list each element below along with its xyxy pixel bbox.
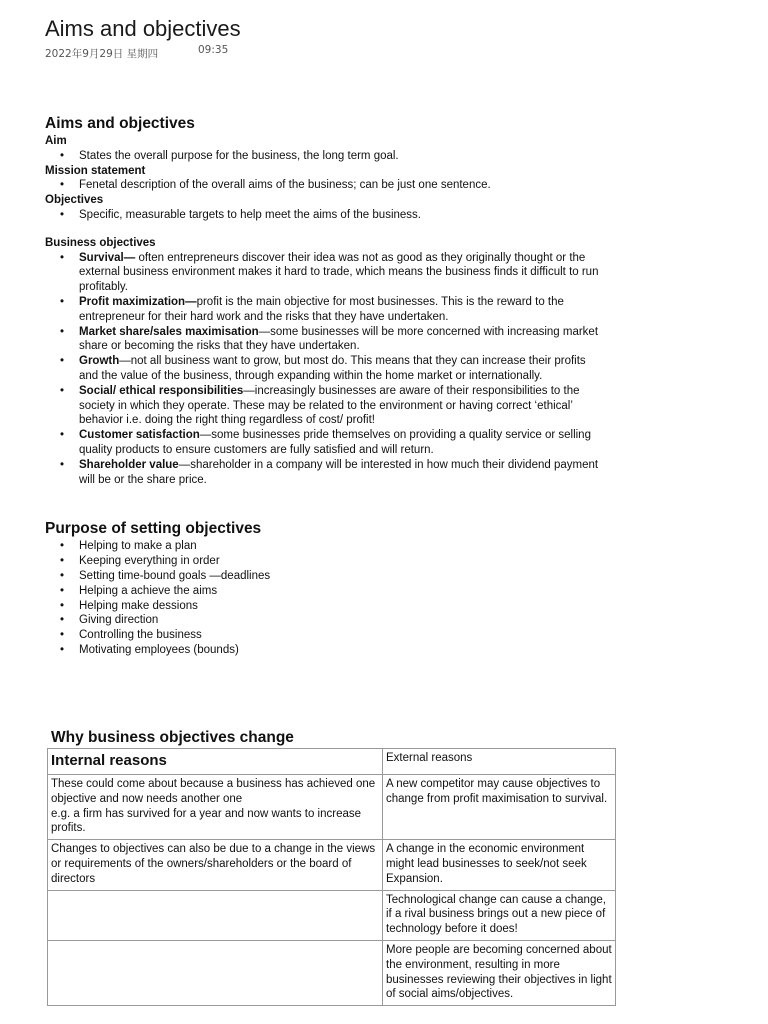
term-description: —some businesses pride themselves on providing a quality service or selling quality products to ensure customers are fully satisfied and will return. bbox=[79, 429, 591, 456]
cell-line: e.g. a firm has survived for a year and now wants to increase profits. bbox=[51, 807, 362, 835]
term: Survival— bbox=[79, 251, 136, 264]
term-description: —shareholder in a company will be interested in how much their dividend payment will be or the share price. bbox=[79, 458, 599, 486]
mission-list bbox=[45, 178, 605, 193]
external-cell[interactable] bbox=[383, 890, 616, 940]
cell-text: More people are becoming concerned about the environment, resulting in more businesses reviewing their objectives in light of social aims/objectives. bbox=[386, 943, 612, 1001]
list-item: • Giving direction bbox=[79, 613, 605, 628]
purpose-list bbox=[45, 539, 605, 657]
list-item: • States the overall purpose for the business, the long term goal. bbox=[79, 149, 605, 164]
internal-cell[interactable] bbox=[48, 840, 383, 890]
reasons-table bbox=[47, 748, 616, 1006]
section-heading-aims: Aims and objectives bbox=[45, 115, 195, 132]
external-cell[interactable] bbox=[383, 775, 616, 840]
internal-cell-empty[interactable] bbox=[48, 890, 383, 940]
mission-label: Mission statement bbox=[45, 164, 146, 177]
term: Shareholder value bbox=[79, 458, 179, 471]
objectives-list bbox=[45, 208, 605, 223]
term: Profit maximization— bbox=[79, 295, 197, 308]
cell-text: Technological change can cause a change, if a rival business brings out a new piece of technology before it does! bbox=[386, 893, 606, 936]
table-row bbox=[48, 840, 616, 890]
list-item bbox=[79, 325, 605, 355]
list-item: • Specific, measurable targets to help meet the aims of the business. bbox=[79, 208, 605, 223]
term-description: —increasingly businesses are aware of their responsibilities to the society in which they operate. These may be related to the environment or having correct ‘ethical’ behavior i.e. doing the right thing regardless of cost/ profit! bbox=[79, 384, 580, 427]
list-item: • Controlling the business bbox=[79, 628, 605, 643]
list-item: • Setting time-bound goals —deadlines bbox=[79, 569, 605, 584]
page-title: Aims and objectives bbox=[45, 16, 241, 41]
note-date: 2022年9月29日 星期四 bbox=[45, 48, 159, 60]
list-item bbox=[79, 428, 605, 458]
table-header-row bbox=[48, 749, 616, 775]
header-external-cell[interactable] bbox=[383, 749, 616, 775]
list-item: • Fenetal description of the overall aims of the business; can be just one sentence. bbox=[79, 178, 605, 193]
list-item bbox=[79, 354, 605, 384]
header-external: External reasons bbox=[386, 752, 473, 764]
list-item: • Helping to make a plan bbox=[79, 539, 605, 554]
external-cell[interactable] bbox=[383, 840, 616, 890]
header-internal: Internal reasons bbox=[51, 752, 167, 769]
cell-line: These could come about because a business has achieved one objective and now needs another one bbox=[51, 778, 376, 805]
list-item: • Motivating employees (bounds) bbox=[79, 643, 605, 658]
objectives-label: Objectives bbox=[45, 194, 104, 207]
note-body[interactable] bbox=[45, 114, 605, 658]
internal-cell-empty[interactable] bbox=[48, 940, 383, 1005]
cell-text: A change in the economic environment might lead businesses to seek/not seek Expansion. bbox=[386, 843, 587, 885]
internal-cell[interactable] bbox=[48, 775, 383, 840]
table-row bbox=[48, 940, 616, 1005]
business-objectives-label: Business objectives bbox=[45, 236, 156, 249]
table-row bbox=[48, 890, 616, 940]
note-metadata bbox=[45, 44, 229, 61]
objectives-change-section bbox=[47, 728, 613, 1006]
business-objectives-list bbox=[45, 251, 605, 488]
term: Social/ ethical responsibilities bbox=[79, 384, 244, 397]
table-title: Why business objectives change bbox=[51, 729, 294, 746]
term: Market share/sales maximisation bbox=[79, 325, 259, 338]
term: Growth bbox=[79, 355, 120, 368]
term: Customer satisfaction bbox=[79, 429, 200, 442]
header-internal-cell[interactable] bbox=[48, 749, 383, 775]
note-time: 09:35 bbox=[198, 44, 229, 56]
list-item bbox=[79, 458, 605, 488]
list-item bbox=[79, 295, 605, 325]
aim-label: Aim bbox=[45, 135, 67, 147]
section-heading-purpose: Purpose of setting objectives bbox=[45, 520, 262, 538]
term-description: —not all business want to grow, but most do. This means that they can increase their profits and the value of the business, through expanding within the home market or internationally. bbox=[79, 355, 586, 382]
table-row bbox=[48, 775, 616, 840]
term-description: profit is the main objective for most businesses. This is the reward to the entrepreneur for their hard work and the risks that they have undertaken. bbox=[79, 295, 564, 323]
list-item: • Keeping everything in order bbox=[79, 554, 605, 569]
list-item: • Helping a achieve the aims bbox=[79, 584, 605, 599]
list-item bbox=[79, 251, 605, 295]
term-description: often entrepreneurs discover their idea was not as good as they originally thought or the external business environment makes it hard to trade, which means the business finds it difficult to run profitably. bbox=[79, 251, 599, 294]
cell-line: Changes to objectives can also be due to a change in the views or requirements of the owners/shareholders or the board of directors bbox=[51, 843, 376, 885]
cell-text: A new competitor may cause objectives to change from profit maximisation to survival. bbox=[386, 778, 608, 805]
list-item: • Helping make dessions bbox=[79, 599, 605, 614]
list-item bbox=[79, 384, 605, 428]
external-cell[interactable] bbox=[383, 940, 616, 1005]
aim-list bbox=[45, 149, 605, 164]
term-description: —some businesses will be more concerned with increasing market share or becoming the risks that they have undertaken. bbox=[79, 325, 599, 353]
